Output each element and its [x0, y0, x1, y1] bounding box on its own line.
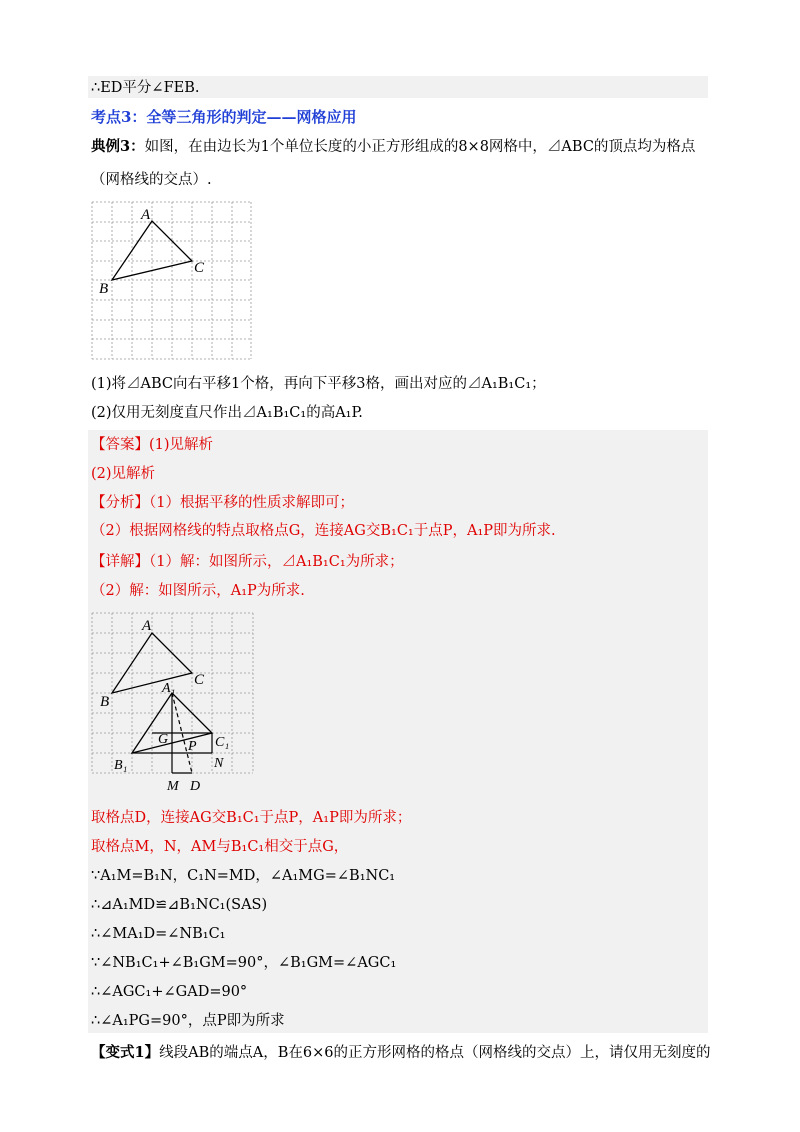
label-a: A: [141, 207, 151, 223]
example-label: 典例3：: [91, 138, 145, 155]
answer-line-2: (2)见解析: [91, 466, 156, 482]
question-1: (1)将⊿ABC向右平移1个格，再向下平移3格，画出对应的⊿A₁B₁C₁；: [91, 376, 546, 392]
proof-line-4: ∴⊿A₁MD≌⊿B₁NC₁(SAS): [91, 897, 268, 913]
question-2: (2)仅用无刻度直尺作出⊿A₁B₁C₁的高A₁P.: [91, 405, 363, 421]
example-line-2: （网格线的交点）.: [91, 172, 212, 188]
label-m: M: [167, 779, 179, 794]
label-c: C: [194, 260, 205, 276]
proof-line-6: [91, 953, 396, 973]
variant-label: 【变式1】: [91, 1044, 160, 1061]
proof-line-3: ∵A₁M=B₁N，C₁N=MD，∠A₁MG=∠B₁NC₁: [91, 868, 396, 884]
proof-line-7: ∴∠AGC₁+∠GAD=90°: [91, 984, 248, 1000]
figure-2-grid: [90, 610, 260, 795]
figure-1-grid: [90, 199, 255, 361]
top-conclusion: ∴ED平分∠FEB.: [91, 80, 200, 96]
variant-line: [91, 1043, 710, 1063]
label-c1: C₁: [215, 735, 230, 750]
analysis-line-2: （2）根据网格线的特点取格点G，连接AG交B₁C₁于点P，A₁P即为所求.: [91, 523, 556, 539]
example-text-1: 如图，在由边长为1个单位长度的小正方形组成的8×8网格中，⊿ABC的顶点均为格点: [144, 139, 696, 155]
answer-line-1: 【答案】(1)见解析: [91, 437, 214, 453]
analysis-line-1: 【分析】（1）根据平移的性质求解即可；: [91, 495, 354, 511]
label-b: B: [100, 694, 110, 710]
label-c: C: [194, 672, 205, 688]
label-a: A: [142, 618, 152, 634]
proof-line-5: ∴∠MA₁D=∠NB₁C₁: [91, 926, 226, 942]
detail-line-2: （2）解：如图所示，A₁P为所求.: [91, 583, 305, 599]
proof-line-8: ∴∠A₁PG=90°，点P即为所求: [91, 1013, 285, 1029]
label-a1: A₁: [162, 681, 176, 696]
label-n: N: [214, 756, 224, 771]
proof-line-1: 取格点D，连接AG交B₁C₁于点P，A₁P即为所求；: [91, 810, 412, 826]
proof-line-6-text: ∵∠NB₁C₁+∠B₁GM=90°，∠B₁GM=∠AGC₁: [91, 955, 397, 971]
detail-line-1: 【详解】（1）解：如图所示，⊿A₁B₁C₁为所求；: [91, 554, 404, 570]
label-p: P: [188, 739, 197, 754]
variant-text: 线段AB的端点A，B在6×6的正方形网格的格点（网格线的交点）上，请仅用无刻度的: [159, 1045, 711, 1061]
label-b: B: [99, 281, 109, 297]
proof-line-2: 取格点M，N，AM与B₁C₁相交于点G，: [91, 839, 349, 855]
label-d: D: [190, 779, 201, 794]
section-title: 考点3：全等三角形的判定——网格应用: [91, 108, 357, 126]
label-g: G: [158, 732, 169, 747]
example-line-1: [91, 137, 695, 157]
label-b1: B₁: [114, 758, 128, 773]
